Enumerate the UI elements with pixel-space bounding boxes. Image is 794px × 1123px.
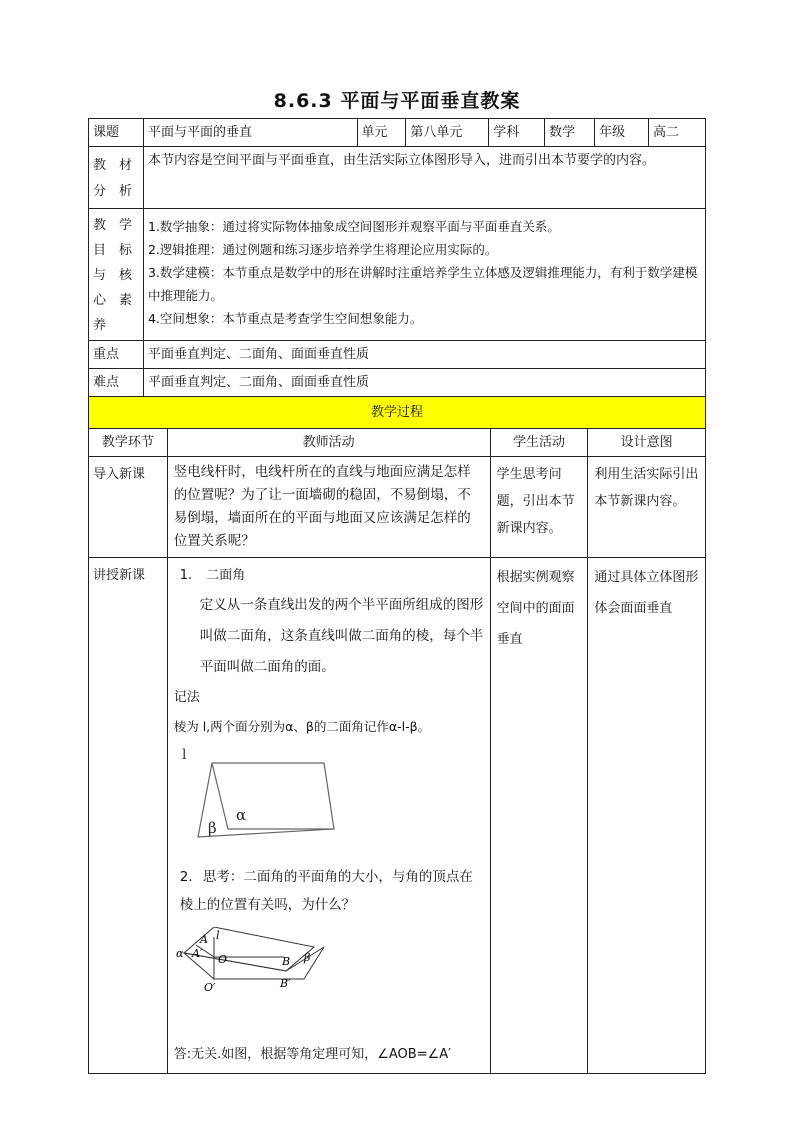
fig2-label-O-prime: O′ — [203, 981, 216, 994]
analysis-label-line1: 教 材 — [93, 158, 133, 173]
fig2-label-beta: β — [303, 951, 311, 964]
item1-number: 1. — [179, 568, 193, 583]
goals-label-line: 目 标 — [93, 243, 133, 258]
dihedral-plane-beta — [212, 763, 334, 829]
goal-item: 3.数学建模：本节重点是数学中的形在讲解时注重培养学生立体感及逻辑推理能力，有利于数学建模中推理能力。 — [147, 265, 698, 303]
lesson-teacher — [167, 558, 490, 1074]
item1-heading — [174, 562, 484, 590]
difficulties-text: 平面垂直判定、二面角、面面垂直性质 — [143, 369, 705, 397]
intro-stage: 导入新课 — [89, 457, 168, 558]
alpha-label: α — [235, 806, 246, 824]
teaching-process-table — [88, 396, 706, 1074]
col-header-student: 学生活动 — [490, 429, 588, 457]
edge-label: l — [181, 747, 187, 763]
intro-intent: 利用生活实际引出本节新课内容。 — [588, 457, 706, 558]
intro-student: 学生思考问题，引出本节新课内容。 — [490, 457, 588, 558]
goal-item: 2.逻辑推理：通过例题和练习逐步培养学生将理论应用实际的。 — [147, 242, 498, 257]
fig2-label-alpha: α — [175, 947, 184, 960]
goals-label-line: 心 素 — [93, 293, 133, 308]
item1-title: 二面角 — [206, 568, 246, 583]
subject-value: 数学 — [545, 119, 595, 147]
goals-label-line: 与 核 — [93, 268, 133, 283]
topic-label: 课题 — [89, 119, 144, 147]
fig2-label-B-prime: B′ — [279, 977, 291, 990]
goal-item: 1.数学抽象：通过将实际物体抽象成空间图形并观察平面与平面垂直关系。 — [147, 219, 560, 234]
analysis-label — [89, 147, 144, 209]
goals-list — [143, 209, 705, 341]
notation-text: 棱为 l,两个面分别为α、β的二面角记作α-l-β。 — [173, 719, 431, 734]
definition-text: 定义从一条直线出发的两个半平面所组成的图形叫做二面角，这条直线叫做二面角的棱，每个半平面叫做二面角的面。 — [199, 597, 484, 675]
item2-number: 2. — [179, 869, 193, 885]
col-header-stage: 教学环节 — [89, 429, 168, 457]
beta-label: β — [207, 819, 217, 837]
goals-label-line: 教 学 — [93, 218, 133, 233]
answer-text: 答:无关.如图，根据等角定理可知，∠AOB=∠A′ — [173, 1047, 452, 1062]
plane-angle-figure — [174, 927, 474, 1027]
fig2-label-l: l — [215, 929, 220, 942]
analysis-label-line2: 分 析 — [93, 184, 133, 199]
grade-value: 高二 — [649, 119, 706, 147]
dihedral-plane-alpha — [198, 763, 334, 837]
fig2-label-O: O — [217, 953, 227, 966]
lesson-stage: 讲授新课 — [89, 558, 168, 1074]
goals-label — [89, 209, 144, 341]
col-header-teacher: 教师活动 — [167, 429, 490, 457]
grade-label: 年级 — [595, 119, 649, 147]
fig2-label-A: A — [199, 933, 208, 946]
fig2-label-A-prime: A′ — [191, 947, 203, 960]
dihedral-angle-figure — [174, 745, 474, 855]
document-title: 8.6.3 平面与平面垂直教案 — [273, 90, 521, 112]
lesson-student: 根据实例观察空间中的面面垂直 — [490, 558, 588, 1074]
unit-label: 单元 — [357, 119, 406, 147]
key-points-text: 平面垂直判定、二面角、面面垂直性质 — [143, 341, 705, 369]
process-header: 教学过程 — [89, 397, 706, 429]
unit-value: 第八单元 — [406, 119, 489, 147]
col-header-intent: 设计意图 — [588, 429, 706, 457]
intro-teacher: 竖电线杆时，电线杆所在的直线与地面应满足怎样的位置呢？为了让一面墙砌的稳固，不易倒塌，不易倒塌，墙面所在的平面与地面又应该满足怎样的位置关系呢？ — [167, 457, 490, 558]
analysis-text: 本节内容是空间平面与平面垂直，由生活实际立体图形导入，进而引出本节要学的内容。 — [143, 147, 705, 209]
topic-value: 平面与平面的垂直 — [143, 119, 357, 147]
goal-item: 4.空间想象：本节重点是考查学生空间想象能力。 — [147, 311, 423, 326]
difficulties-label: 难点 — [89, 369, 144, 397]
lower-plane — [184, 947, 324, 979]
notation-label: 记法 — [173, 690, 200, 705]
subject-label: 学科 — [489, 119, 545, 147]
key-points-label: 重点 — [89, 341, 144, 369]
item2-text — [174, 863, 484, 919]
lesson-intent: 通过具体立体图形体会面面垂直 — [588, 558, 706, 1074]
item2-question: 思考：二面角的平面角的大小，与角的顶点在棱上的位置有关吗，为什么？ — [179, 869, 473, 913]
lesson-info-table — [88, 118, 706, 397]
goals-label-line: 养 — [93, 318, 107, 333]
fig2-label-B: B — [281, 955, 290, 968]
